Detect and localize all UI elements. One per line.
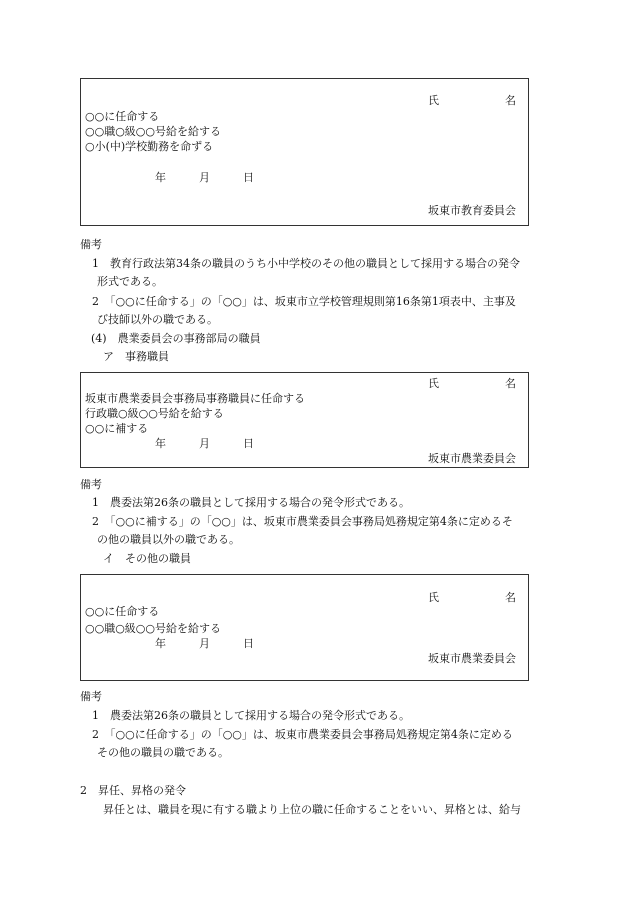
note-item: 2 「○○に任命する」の「○○」は、坂東市立学校管理規則第16条第1項表中、主事及 (92, 295, 516, 308)
note-item: 2 「○○に任命する」の「○○」は、坂東市農業委員会事務局処務規定第4条に定める (92, 728, 513, 741)
form-line: 坂東市農業委員会事務局事務職員に任命する (85, 392, 305, 405)
name-label: 氏 名 (428, 377, 516, 390)
form-line: ○○に任命する (85, 605, 160, 618)
body-text: 昇任とは、職員を現に有する職より上位の職に任命することをいい、昇格とは、給与 (103, 803, 521, 816)
issuer: 坂東市農業委員会 (428, 652, 516, 665)
form-line: ○○職○級○○号給を給する (85, 622, 221, 635)
notes-heading: 備考 (80, 478, 102, 491)
subsection-heading: ア 事務職員 (103, 350, 169, 363)
notes-heading: 備考 (80, 690, 102, 703)
issuer: 坂東市農業委員会 (428, 452, 516, 465)
note-item-continued: その他の職員の職である。 (97, 746, 229, 759)
date-line: 年 月 日 (155, 637, 254, 650)
name-label: 氏 名 (428, 94, 516, 107)
note-item: 1 教育行政法第34条の職員のうち小中学校のその他の職員として採用する場合の発令 (92, 257, 520, 270)
form-line: ○○に任命する (85, 110, 160, 123)
note-item-continued: の他の職員以外の職である。 (97, 533, 240, 546)
subsection-heading: イ その他の職員 (103, 552, 191, 565)
form-line: 行政職○級○○号給を給する (85, 407, 224, 420)
notes-heading: 備考 (80, 238, 102, 251)
note-item: 2 「○○に補する」の「○○」は、坂東市農業委員会事務局処務規定第4条に定めるそ (92, 515, 513, 528)
section-heading: 2 昇任、昇格の発令 (80, 784, 186, 797)
issuer: 坂東市教育委員会 (428, 204, 516, 217)
form-line: ○○に補する (85, 422, 149, 435)
name-label: 氏 名 (428, 591, 516, 604)
date-line: 年 月 日 (155, 437, 254, 450)
section-heading: (4) 農業委員会の事務部局の職員 (91, 332, 261, 345)
form-line: ○○職○級○○号給を給する (85, 125, 221, 138)
note-item: 1 農委法第26条の職員として採用する場合の発令形式である。 (92, 496, 410, 509)
form-line: ○小(中)学校勤務を命ずる (85, 140, 214, 153)
note-item: 1 農委法第26条の職員として採用する場合の発令形式である。 (92, 709, 410, 722)
note-item-continued: び技師以外の職である。 (97, 313, 218, 326)
note-item-continued: 形式である。 (97, 275, 163, 288)
date-line: 年 月 日 (155, 171, 254, 184)
